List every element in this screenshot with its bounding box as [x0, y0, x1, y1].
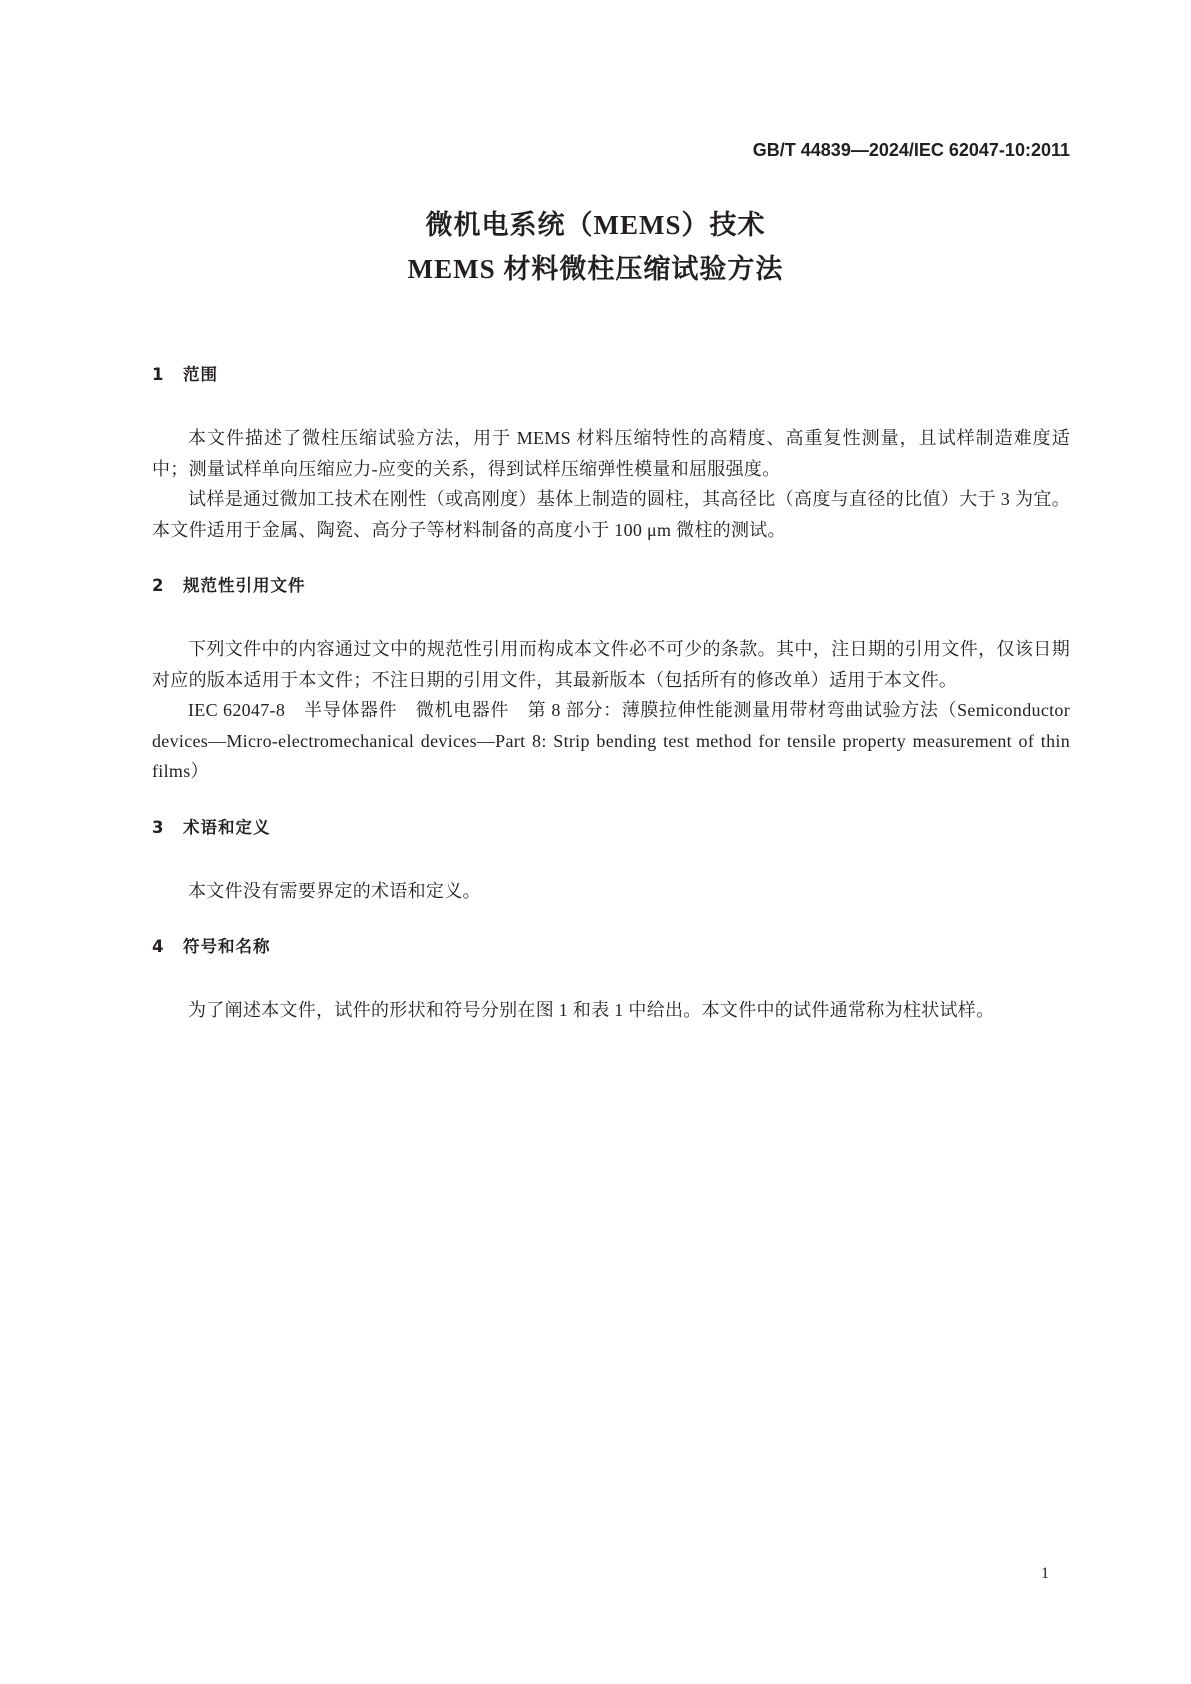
section-heading-2 — [152, 571, 1070, 602]
section-number: 1 — [152, 365, 165, 384]
section-heading-3 — [152, 813, 1070, 844]
section-heading-4 — [152, 932, 1070, 963]
document-title — [0, 203, 1191, 291]
paragraph: 本文件没有需要界定的术语和定义。 — [188, 880, 481, 901]
section-number: 3 — [152, 817, 165, 837]
page-number: 1 — [1041, 1565, 1049, 1582]
paragraph: 试样是通过微加工技术在刚性（或高刚度）基体上制造的圆柱，其高径比（高度与直径的比值）大于 3 为宜。本文件适用于金属、陶瓷、高分子等材料制备的高度小于 100 μm 微柱的测试。 — [152, 489, 1070, 540]
normative-reference: IEC 62047-8 半导体器件 微机电器件 第 8 部分：薄膜拉伸性能测量用带材弯曲试验方法（Semiconductor devices—Micro-electromechanical devices—Part 8: Strip bending test method for tensile property measurement of thin films） — [152, 700, 1070, 781]
section-title: 规范性引用文件 — [183, 576, 306, 595]
title-line-1: 微机电系统（MEMS）技术 — [425, 210, 766, 240]
paragraph: 下列文件中的内容通过文中的规范性引用而构成本文件必不可少的条款。其中，注日期的引用文件，仅该日期对应的版本适用于本文件；不注日期的引用文件，其最新版本（包括所有的修改单）适用于本文件。 — [152, 639, 1070, 690]
standard-code-header: GB/T 44839—2024/IEC 62047-10:2011 — [752, 140, 1070, 160]
section-title: 术语和定义 — [183, 817, 271, 837]
paragraph: 为了阐述本文件，试件的形状和符号分别在图 1 和表 1 中给出。本文件中的试件通常称为柱状试样。 — [188, 1000, 995, 1020]
section-heading-1 — [152, 360, 1070, 391]
section-title: 符号和名称 — [183, 937, 271, 956]
paragraph: 本文件描述了微柱压缩试验方法，用于 MEMS 材料压缩特性的高精度、高重复性测量，且试样制造难度适中；测量试样单向压缩应力-应变的关系，得到试样压缩弹性模量和屈服强度。 — [152, 428, 1070, 479]
section-title: 范围 — [183, 365, 218, 384]
title-line-2: MEMS 材料微柱压缩试验方法 — [407, 254, 784, 284]
section-number: 4 — [152, 937, 165, 956]
document-body — [152, 360, 1070, 1026]
section-number: 2 — [152, 576, 165, 595]
